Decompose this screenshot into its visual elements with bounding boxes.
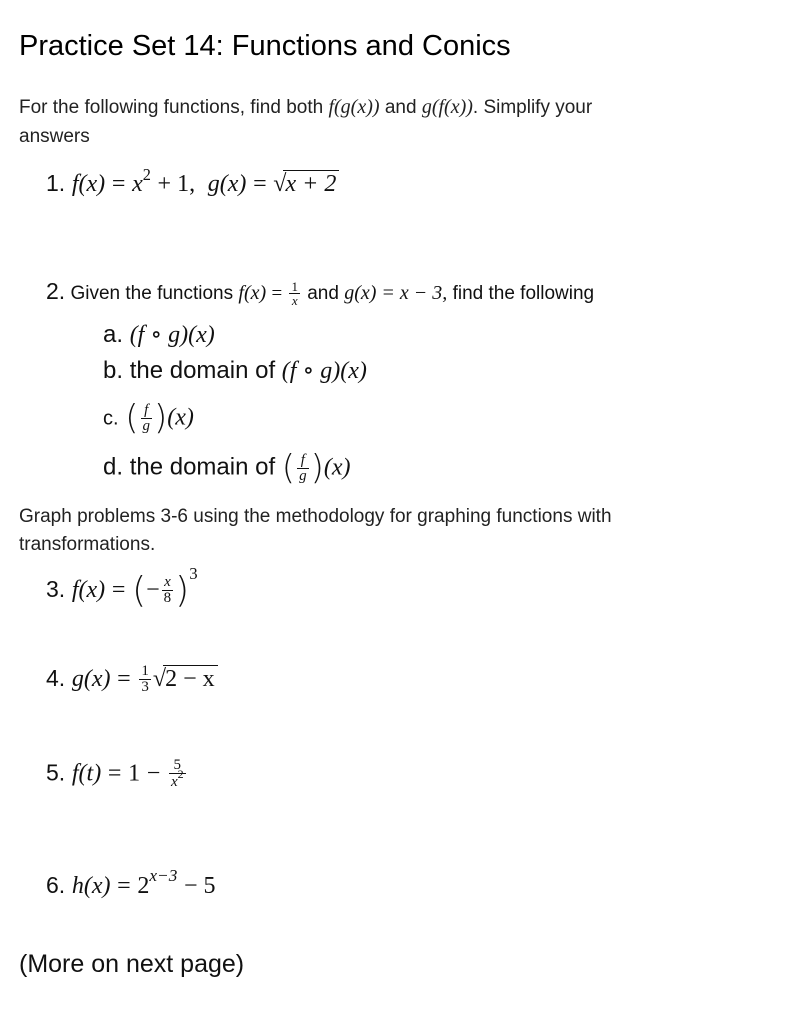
function-lhs: f(x): [71, 171, 106, 197]
problem-number: 3.: [46, 575, 66, 602]
function-lhs: f(t): [71, 760, 102, 787]
radicand: 2 − x: [163, 665, 218, 692]
fraction: [169, 758, 186, 790]
denominator: 8: [163, 590, 172, 606]
denominator: 3: [141, 679, 149, 695]
instructions-text-a: For the following functions, find both: [19, 97, 329, 118]
part-label: c.: [103, 407, 119, 430]
fraction: [289, 280, 300, 307]
expr-f-of-g: f(g(x)): [328, 96, 380, 118]
function-lhs: g(x): [207, 171, 247, 197]
fraction: [162, 575, 174, 606]
denominator: g: [299, 467, 307, 484]
function-lhs: f(x): [238, 282, 267, 304]
numerator: f: [144, 401, 149, 418]
equals-sign: =: [271, 283, 283, 304]
part-text: the domain of: [129, 453, 282, 481]
expr-g-of-f: g(f(x)): [421, 96, 473, 118]
denominator: g: [142, 417, 150, 434]
minus-sign: −: [146, 576, 160, 603]
instructions-line-1: [19, 96, 592, 119]
fraction: [297, 453, 309, 484]
paren-left-icon: (: [132, 570, 147, 611]
exponent: 2: [142, 164, 151, 184]
numerator: f: [300, 451, 305, 468]
numerator: 5: [173, 757, 182, 773]
equals-sign: =: [117, 665, 131, 692]
graph-instructions-line-1: Graph problems 3-6 using the methodology for graphing functions with: [19, 506, 612, 527]
denominator: [169, 766, 186, 790]
paren-left-icon: (: [281, 448, 296, 488]
exponent: 3: [189, 564, 198, 584]
paren-right-icon: ): [154, 398, 168, 438]
problem-number: 6.: [46, 872, 66, 898]
problem-3: [46, 564, 198, 611]
problem-5: [46, 758, 188, 790]
problem-number: 2.: [46, 278, 66, 304]
problem-4: [46, 664, 218, 695]
part-c: [103, 398, 194, 438]
graph-instructions-line-2: transformations.: [19, 534, 156, 555]
function-lhs: h(x): [71, 873, 111, 899]
problem-number: 4.: [46, 664, 66, 691]
part-text: the domain of: [129, 357, 282, 384]
exponent: x−3: [149, 865, 178, 885]
instructions-and: and: [379, 97, 422, 118]
part-b: [103, 356, 367, 385]
function-lhs: f(x): [71, 576, 106, 603]
paren-right-icon: ): [175, 570, 190, 611]
base: 2: [137, 873, 150, 899]
problem-2: [46, 278, 594, 307]
problem-1: [46, 164, 339, 198]
denominator-variable: x: [170, 774, 178, 790]
constant-term: + 1,: [157, 171, 196, 197]
function-lhs: g(x): [71, 665, 111, 692]
problem-text: find the following: [447, 283, 595, 304]
part-a: [103, 320, 215, 349]
variable: x: [132, 171, 143, 197]
constant-term: 1: [128, 760, 141, 787]
equals-sign: =: [107, 760, 122, 787]
radicand: x + 2: [283, 170, 339, 197]
composition-expr: (f ∘ g)(x): [129, 322, 215, 348]
part-label: d.: [103, 453, 124, 481]
paren-right-icon: ): [310, 448, 324, 488]
fraction: [139, 664, 151, 695]
part-label: a.: [103, 321, 124, 348]
equals-sign: =: [111, 576, 126, 603]
constant-term: − 5: [184, 873, 216, 899]
instructions-line-2: answers: [19, 126, 90, 147]
sqrt-icon: √: [152, 665, 167, 692]
numerator: 1: [291, 279, 298, 295]
problem-text: Given the functions: [70, 283, 239, 304]
function-g-expr: g(x) = x − 3,: [344, 282, 448, 304]
equals-sign: =: [117, 873, 131, 899]
sqrt-icon: √: [273, 171, 287, 197]
part-label: b.: [103, 357, 124, 384]
problem-number: 1.: [46, 170, 66, 196]
numerator: x: [164, 574, 171, 590]
numerator: 1: [141, 663, 149, 679]
argument: (x): [167, 404, 194, 431]
problem-number: 5.: [46, 759, 66, 786]
page-title: Practice Set 14: Functions and Conics: [19, 30, 511, 62]
paren-left-icon: (: [125, 398, 139, 438]
footer-note: (More on next page): [19, 950, 245, 978]
denominator: x: [289, 293, 300, 307]
equals-sign: =: [111, 171, 126, 197]
equals-sign: =: [253, 171, 267, 197]
instructions-text-b: . Simplify your: [472, 97, 593, 118]
part-d: [103, 448, 350, 488]
fraction: [141, 403, 153, 434]
argument: (x): [323, 454, 351, 481]
problem-6: [46, 865, 216, 900]
minus-sign: −: [146, 760, 161, 787]
exponent: 2: [177, 766, 184, 781]
problem-text: and: [301, 283, 345, 304]
composition-expr: (f ∘ g)(x): [281, 358, 367, 384]
